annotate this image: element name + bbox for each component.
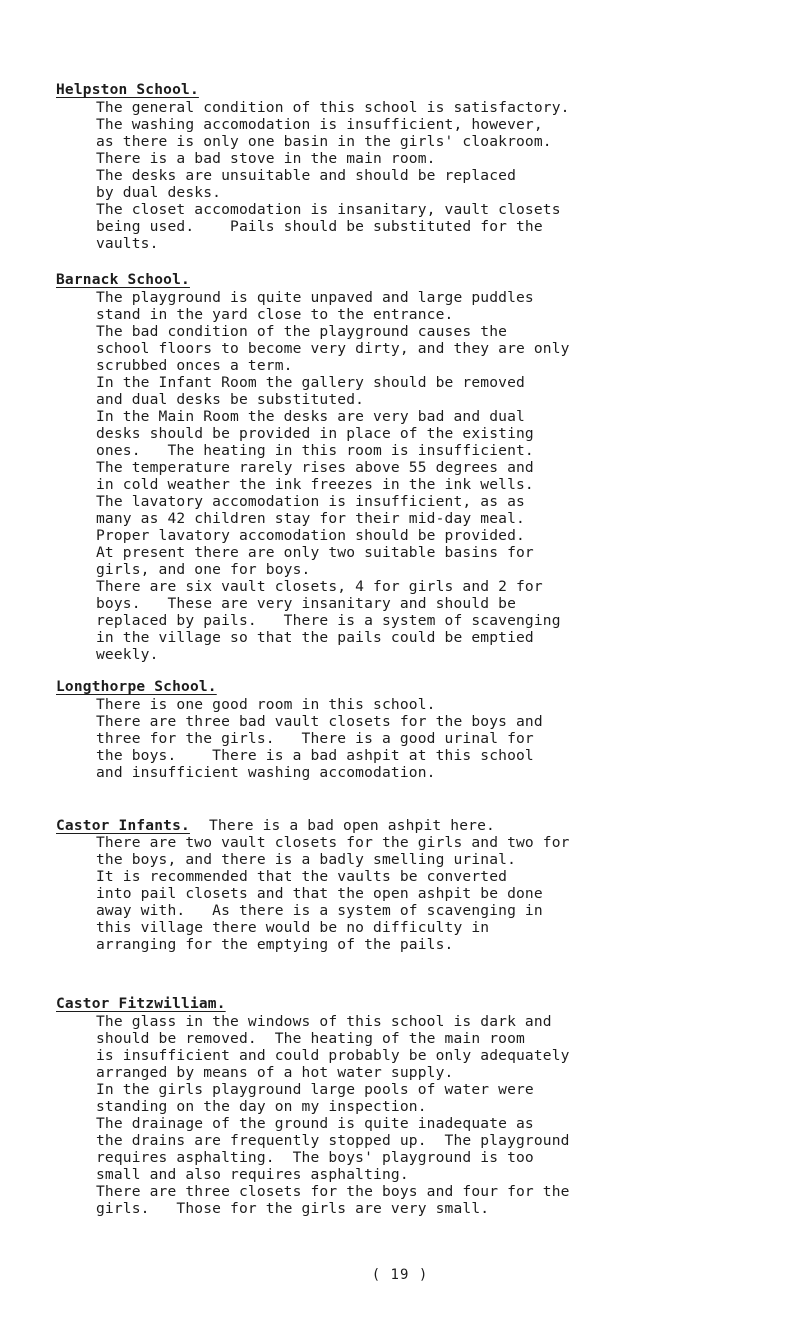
body-line: The temperature rarely rises above 55 degrees and — [96, 459, 534, 476]
body-line: It is recommended that the vaults be converted — [96, 868, 508, 885]
body-line: in cold weather the ink freezes in the ink wells. — [96, 476, 534, 493]
body-line: girls. Those for the girls are very small. — [96, 1200, 490, 1217]
body-line: in the village so that the pails could be emptied — [96, 629, 534, 646]
body-line: replaced by pails. There is a system of scavenging — [96, 612, 561, 629]
body-line: scrubbed onces a term. — [96, 357, 293, 374]
body-line: into pail closets and that the open ashpit be done — [96, 885, 543, 902]
body-line: Proper lavatory accomodation should be provided. — [96, 527, 525, 544]
body-line: this village there would be no difficulty in — [96, 919, 490, 936]
body-line: There are three bad vault closets for the boys and — [96, 713, 543, 730]
body-line: girls, and one for boys. — [96, 561, 311, 578]
body-line: boys. These are very insanitary and should be — [96, 595, 517, 612]
body-line: There are two vault closets for the girls and two for — [96, 834, 570, 851]
section-heading: Castor Infants. — [56, 818, 190, 834]
body-line: The closet accomodation is insanitary, vault closets — [96, 201, 561, 218]
body-line: vaults. — [96, 235, 159, 252]
section-heading: Helpston School. — [56, 82, 199, 98]
body-line: standing on the day on my inspection. — [96, 1098, 427, 1115]
body-line: There are six vault closets, 4 for girls and 2 for — [96, 578, 543, 595]
body-line: being used. Pails should be substituted for the — [96, 218, 543, 235]
body-line: small and also requires asphalting. — [96, 1166, 409, 1183]
body-line: requires asphalting. The boys' playground is too — [96, 1149, 534, 1166]
body-line: In the Infant Room the gallery should be removed — [96, 374, 525, 391]
body-line: stand in the yard close to the entrance. — [96, 306, 454, 323]
body-line: The washing accomodation is insufficient, however, — [96, 116, 543, 133]
body-line: should be removed. The heating of the main room — [96, 1030, 525, 1047]
body-line: The bad condition of the playground causes the — [96, 323, 508, 340]
body-line: arranging for the emptying of the pails. — [96, 936, 454, 953]
body-line: and insufficient washing accomodation. — [96, 764, 436, 781]
section-heading: Barnack School. — [56, 272, 190, 288]
section-heading: Longthorpe School. — [56, 679, 217, 695]
body-line: The playground is quite unpaved and large puddles — [96, 289, 534, 306]
body-line: school floors to become very dirty, and they are only — [96, 340, 570, 357]
body-line: There is a bad open ashpit here. — [209, 817, 495, 834]
body-line: away with. As there is a system of scavenging in — [96, 902, 543, 919]
body-line: the drains are frequently stopped up. The playground — [96, 1132, 570, 1149]
body-line: by dual desks. — [96, 184, 222, 201]
body-line: There are three closets for the boys and four for the — [96, 1183, 570, 1200]
body-line: three for the girls. There is a good urinal for — [96, 730, 534, 747]
body-line: There is a bad stove in the main room. — [96, 150, 436, 167]
page-number: ( 19 ) — [371, 1267, 429, 1283]
body-line: as there is only one basin in the girls' cloakroom. — [96, 133, 552, 150]
body-line: The lavatory accomodation is insufficient, as as — [96, 493, 525, 510]
body-line: There is one good room in this school. — [96, 696, 436, 713]
body-line: arranged by means of a hot water supply. — [96, 1064, 454, 1081]
body-line: The general condition of this school is satisfactory. — [96, 99, 570, 116]
body-line: The desks are unsuitable and should be replaced — [96, 167, 517, 184]
body-line: many as 42 children stay for their mid-day meal. — [96, 510, 525, 527]
body-line: In the girls playground large pools of water were — [96, 1081, 534, 1098]
body-line: the boys. There is a bad ashpit at this school — [96, 747, 534, 764]
body-line: In the Main Room the desks are very bad and dual — [96, 408, 525, 425]
body-line: the boys, and there is a badly smelling urinal. — [96, 851, 517, 868]
body-line: weekly. — [96, 646, 159, 663]
body-line: ones. The heating in this room is insufficient. — [96, 442, 534, 459]
body-line: At present there are only two suitable basins for — [96, 544, 534, 561]
body-line: is insufficient and could probably be only adequately — [96, 1047, 570, 1064]
body-line: The drainage of the ground is quite inadequate as — [96, 1115, 534, 1132]
section-heading: Castor Fitzwilliam. — [56, 996, 226, 1012]
body-line: The glass in the windows of this school is dark and — [96, 1013, 552, 1030]
body-line: desks should be provided in place of the existing — [96, 425, 534, 442]
body-line: and dual desks be substituted. — [96, 391, 365, 408]
